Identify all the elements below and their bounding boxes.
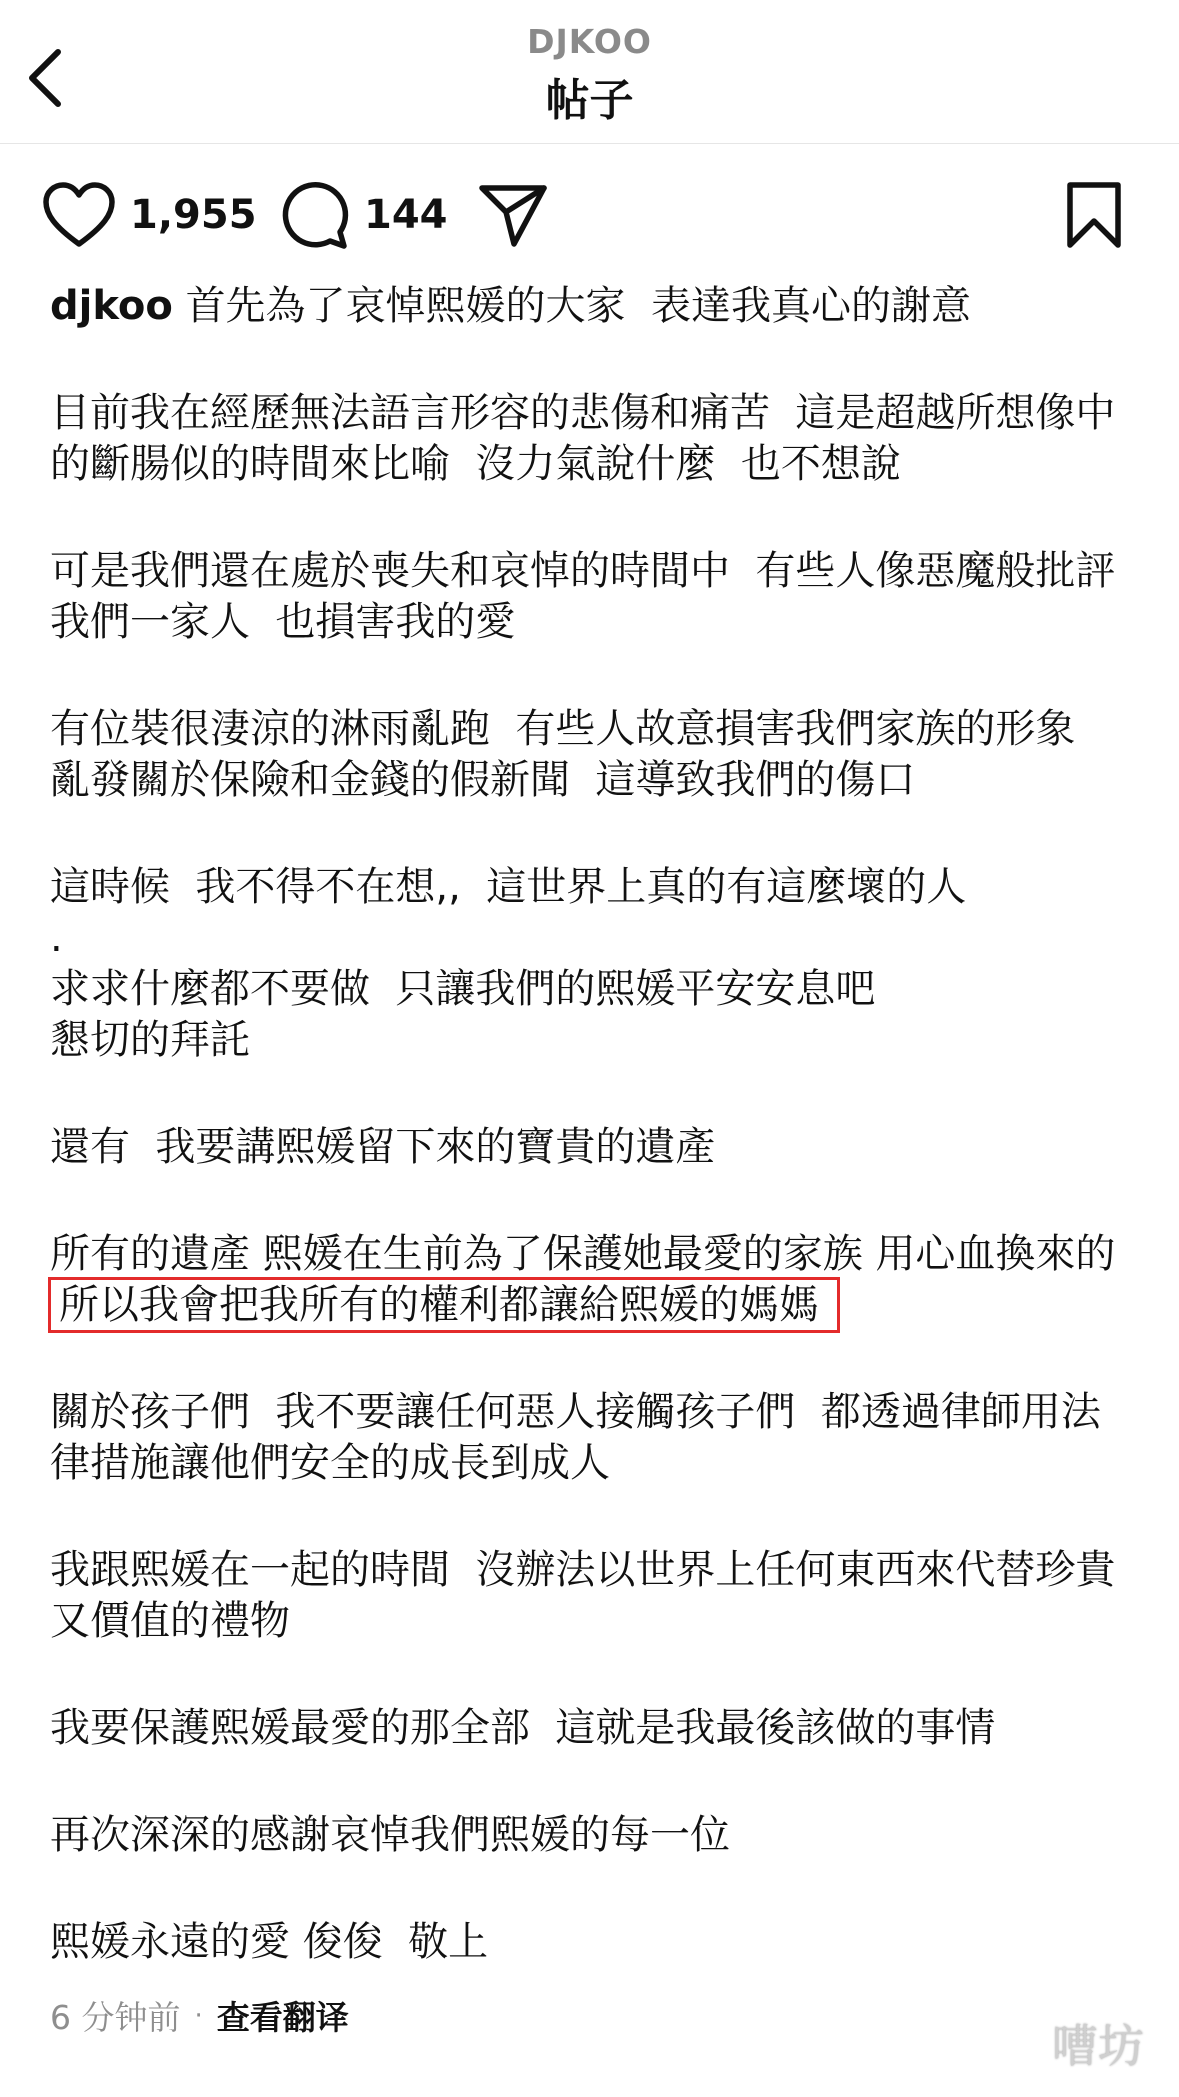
caption-paragraph: 關於孩子們 我不要讓任何惡人接觸孩子們 都透過律師用法律措施讓他們安全的成長到成人 [50, 1389, 1101, 1486]
caption-text: 所有的遺產 熙媛在生前為了保護她最愛的家族 用心血換來的 [50, 1231, 1116, 1277]
timestamp: 6 分钟前 [50, 1998, 181, 2037]
caption-paragraph-group [50, 862, 1130, 1066]
caption-line: 求求什麼都不要做 只讓我們的熙媛平安安息吧 [50, 966, 876, 1012]
post-meta [50, 1992, 349, 2039]
share-button[interactable] [478, 175, 548, 255]
comment-icon [280, 180, 350, 250]
caption-line: . [50, 915, 63, 961]
save-button[interactable] [1064, 175, 1124, 255]
caption-paragraph: 有位裝很淒涼的淋雨亂跑 有些人故意損害我們家族的形象 亂發關於保險和金錢的假新聞 這導致我們的傷口 [50, 706, 1101, 803]
bookmark-icon [1064, 181, 1124, 249]
watermark: 嘈坊 [1052, 2019, 1144, 2073]
caption-paragraph-highlighted [50, 1229, 1130, 1331]
highlight-box: 所以我會把我所有的權利都讓給熙媛的媽媽 [48, 1277, 840, 1333]
caption-paragraph: 我跟熙媛在一起的時間 沒辦法以世界上任何東西來代替珍貴又價值的禮物 [50, 1547, 1116, 1644]
caption-line: 這時候 我不得不在想,, 這世界上真的有這麼壞的人 [50, 864, 967, 910]
post-actions [0, 175, 1179, 255]
caption-line: 懇切的拜託 [50, 1017, 250, 1063]
share-icon [478, 182, 548, 248]
like-count[interactable]: 1,955 [130, 192, 257, 238]
caption-paragraph: 目前我在經歷無法語言形容的悲傷和痛苦 這是超越所想像中的斷腸似的時間來比喻 沒力氣說什麼 也不想說 [50, 390, 1116, 487]
account-name[interactable]: DJKOO [527, 22, 652, 61]
caption-paragraph: 我要保護熙媛最愛的那全部 這就是我最後該做的事情 [50, 1705, 996, 1751]
heart-icon [42, 182, 116, 248]
comment-count[interactable]: 144 [364, 192, 448, 238]
top-bar [0, 0, 1179, 144]
see-translation-link[interactable]: 查看翻译 [216, 1998, 349, 2037]
page-title: 帖子 [545, 75, 634, 126]
caption-username[interactable]: djkoo [50, 283, 173, 329]
caption-paragraph: 熙媛永遠的愛 俊俊 敬上 [50, 1919, 489, 1965]
caption-paragraph: 再次深深的感謝哀悼我們熙媛的每一位 [50, 1812, 730, 1858]
separator: · [194, 2000, 203, 2031]
comment-button[interactable] [280, 175, 448, 255]
like-button[interactable] [42, 175, 257, 255]
caption-paragraph: 可是我們還在處於喪失和哀悼的時間中 有些人像惡魔般批評我們一家人 也損害我的愛 [50, 548, 1116, 645]
caption-paragraph: 還有 我要講熙媛留下來的寶貴的遺產 [50, 1124, 716, 1170]
caption-text: 首先為了哀悼熙媛的大家 表達我真心的謝意 [185, 283, 971, 329]
caption-first-paragraph [50, 281, 1130, 332]
post-caption [50, 281, 1130, 2024]
